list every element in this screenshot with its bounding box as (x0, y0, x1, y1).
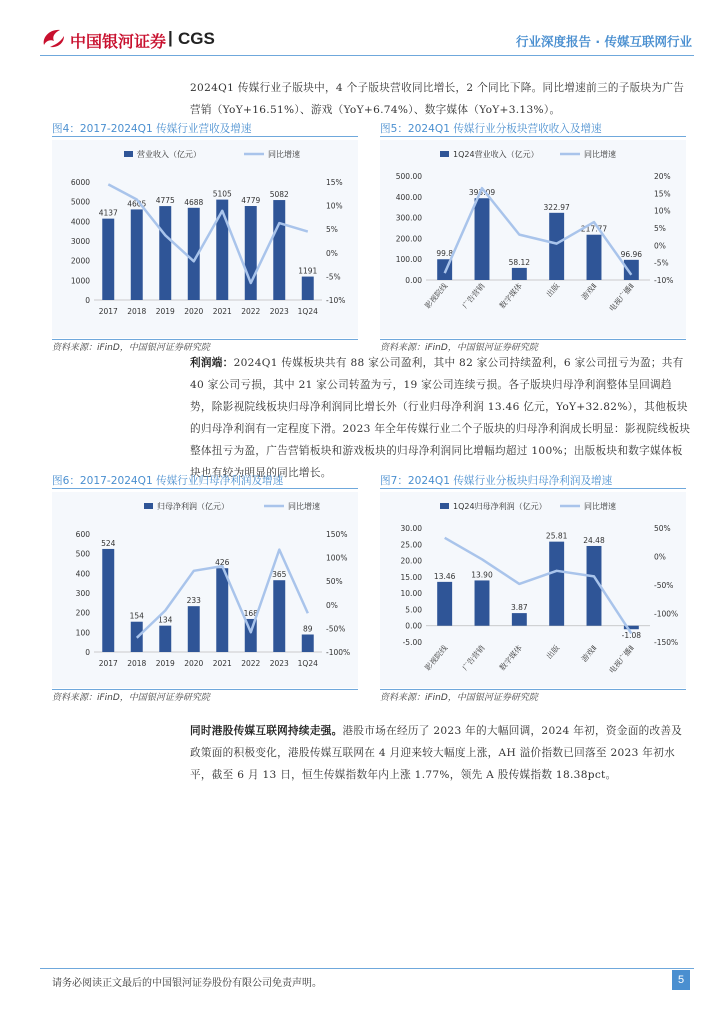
y-tick-left: 100 (75, 628, 90, 638)
x-tick-label: 2023 (269, 659, 289, 668)
legend-swatch-bar (144, 503, 153, 509)
paragraph-hk (190, 720, 692, 790)
x-tick-label: 2021 (212, 659, 232, 668)
bar-value-label: 365 (272, 570, 287, 580)
y-tick-right: -100% (326, 648, 351, 657)
logo-text: 中国银河证券 (70, 32, 167, 51)
y-tick-left: 300 (75, 589, 90, 598)
bar (216, 200, 228, 300)
bar-value-label: 4605 (127, 199, 147, 209)
figure-4 (52, 118, 358, 353)
chart-area (52, 140, 358, 338)
x-tick-label: 2019 (155, 659, 175, 668)
figure-source: 资料来源：iFinD，中国银河证券研究院 (380, 693, 538, 703)
bar-value-label: 426 (215, 558, 230, 568)
bar (624, 260, 639, 280)
figure-source: 资料来源：iFinD，中国银河证券研究院 (380, 343, 538, 353)
chart-area (52, 492, 358, 688)
bar (131, 209, 143, 300)
legend-swatch-bar (124, 151, 133, 157)
y-tick-left: 400 (75, 569, 90, 579)
bar (512, 268, 527, 280)
y-tick-right: 50% (326, 577, 343, 587)
y-tick-right: -150% (654, 638, 679, 647)
y-tick-right: -50% (654, 581, 674, 590)
bar-value-label: 99.8 (436, 249, 454, 259)
legend-label-bar: 营业收入（亿元） (137, 150, 201, 159)
bar-value-label: 13.90 (471, 570, 493, 580)
y-tick-right: 5% (654, 224, 666, 233)
bar (102, 549, 114, 652)
y-tick-left: 100.00 (395, 255, 422, 265)
legend-label-line: 同比增速 (584, 502, 616, 511)
chart-fig5 (380, 140, 686, 338)
legend-swatch-bar (440, 503, 449, 509)
y-tick-left: 600 (75, 530, 90, 539)
x-tick-label: 1Q24 (297, 307, 318, 316)
y-tick-right: 0% (326, 600, 338, 610)
x-tick-label: 出版 (544, 643, 562, 661)
x-tick-label: 2018 (127, 659, 147, 668)
y-tick-left: 0.00 (405, 276, 422, 285)
figure-title-rule (380, 136, 686, 137)
x-tick-label: 2017 (98, 307, 118, 316)
y-tick-left: 200.00 (395, 234, 422, 244)
y-tick-left: 10.00 (400, 589, 422, 599)
y-tick-left: 3000 (70, 237, 90, 246)
y-tick-left: 500.00 (395, 172, 422, 181)
y-tick-left: 1000 (70, 276, 90, 286)
figure-5 (380, 118, 686, 353)
x-tick-label: 电视广播Ⅱ (607, 281, 636, 314)
figure-title-rule (52, 488, 358, 489)
bar (273, 200, 285, 300)
x-tick-label: 2021 (212, 307, 232, 316)
bar-value-label: 96.96 (620, 249, 643, 259)
logo-icon (40, 27, 66, 49)
y-tick-left: 6000 (70, 178, 90, 187)
chart-fig7 (380, 492, 686, 688)
x-tick-label: 电视广播Ⅱ (607, 643, 636, 676)
bar (302, 634, 314, 652)
x-tick-label: 出版 (544, 281, 562, 299)
bar-value-label: 24.48 (583, 535, 605, 545)
bar (188, 606, 200, 652)
bar (587, 235, 602, 280)
report-title: 行业深度报告 · 传媒互联网行业 (516, 34, 692, 49)
bar-value-label: 217.77 (580, 224, 608, 234)
paragraph-lead: 同时港股传媒互联网持续走强。 (190, 725, 343, 737)
bar (549, 542, 564, 626)
logo-separator: | (168, 28, 173, 47)
y-tick-left: 20.00 (400, 556, 422, 566)
y-tick-left: 400.00 (395, 192, 422, 202)
legend-swatch-bar (440, 151, 449, 157)
bar-value-label: 168 (243, 608, 258, 618)
bar-value-label: 4688 (184, 197, 204, 207)
y-tick-right: -10% (326, 296, 346, 305)
x-tick-label: 2022 (241, 659, 261, 668)
y-tick-left: 30.00 (400, 524, 422, 533)
footer-disclaimer: 请务必阅读正文最后的中国银河证券股份有限公司免责声明。 (52, 978, 322, 989)
y-tick-right: 15% (654, 189, 671, 199)
bar (216, 568, 228, 652)
y-tick-right: 20% (654, 172, 671, 181)
figure-title: 图6：2017-2024Q1 传媒行业归母净利润及增速 (52, 475, 284, 487)
page-header (40, 25, 694, 55)
y-tick-left: 5000 (70, 197, 90, 207)
bar-value-label: 1191 (298, 266, 318, 276)
chart-area (380, 492, 686, 688)
x-tick-label: 2020 (184, 659, 204, 668)
bar (159, 626, 171, 652)
y-tick-left: 5.00 (405, 605, 422, 615)
figure-title: 图7：2024Q1 传媒行业分板块归母净利润及增速 (380, 475, 613, 487)
footer-rule (40, 968, 694, 969)
y-tick-right: 100% (326, 553, 348, 563)
y-tick-left: 200 (75, 608, 90, 618)
bar-value-label: 5082 (269, 190, 289, 200)
chart-area (380, 140, 686, 338)
bar-value-label: 4779 (241, 196, 261, 206)
bar-value-label: 233 (186, 596, 201, 606)
x-tick-label: 2019 (155, 307, 175, 316)
bar-value-label: 3.87 (510, 603, 528, 613)
bar-value-label: 5105 (212, 189, 232, 199)
x-tick-label: 1Q24 (297, 659, 318, 668)
bar-value-label: 58.12 (508, 257, 531, 267)
figure-title-rule (52, 136, 358, 137)
bar (102, 219, 114, 300)
y-tick-right: 0% (326, 248, 338, 258)
y-tick-right: 10% (654, 206, 671, 216)
x-tick-label: 2018 (127, 307, 147, 316)
legend-label-line: 同比增速 (268, 150, 300, 159)
y-tick-right: 5% (326, 225, 338, 235)
x-tick-label: 影视院线 (423, 281, 450, 311)
y-tick-left: 300.00 (395, 213, 422, 223)
y-tick-right: 10% (326, 201, 343, 211)
x-tick-label: 数字媒体 (497, 643, 524, 673)
y-tick-left: 0 (85, 296, 90, 305)
bar-value-label: 134 (158, 615, 173, 625)
y-tick-right: -5% (654, 258, 669, 268)
x-tick-label: 游戏Ⅱ (579, 643, 599, 664)
legend-label-line: 同比增速 (584, 150, 616, 159)
y-tick-right: -5% (326, 272, 341, 282)
bar-value-label: 89 (302, 624, 313, 634)
bar (475, 580, 490, 625)
figure-source: 资料来源：iFinD，中国银河证券研究院 (52, 693, 210, 703)
x-tick-label: 数字媒体 (497, 281, 524, 311)
chart-fig6 (52, 492, 358, 688)
figure-7 (380, 470, 686, 702)
y-tick-right: -10% (654, 276, 674, 285)
y-tick-right: 0% (654, 241, 666, 251)
y-tick-right: -50% (326, 624, 346, 634)
x-tick-label: 广告营销 (460, 643, 487, 673)
y-tick-left: 15.00 (400, 572, 422, 582)
bar-value-label: 13.46 (433, 571, 456, 581)
header-rule (40, 55, 694, 56)
bar (475, 198, 490, 280)
bar-value-label: 322.97 (543, 202, 570, 212)
figure-title-rule (380, 488, 686, 489)
y-tick-left: -5.00 (402, 638, 422, 647)
x-tick-label: 游戏Ⅱ (579, 281, 599, 302)
bar-value-label: 524 (101, 538, 116, 548)
figure-source: 资料来源：iFinD，中国银河证券研究院 (52, 343, 210, 353)
paragraph-lead: 利润端： (190, 357, 234, 369)
legend-label-bar: 1Q24归母净利润（亿元） (453, 502, 547, 511)
bar (512, 613, 527, 626)
bar (437, 582, 452, 626)
y-tick-right: 0% (654, 552, 666, 562)
figure-title: 图5：2024Q1 传媒行业分板块营收收入及增速 (380, 123, 602, 135)
y-tick-left: 500 (75, 549, 90, 559)
x-tick-label: 2022 (241, 307, 261, 316)
bar (549, 213, 564, 280)
x-tick-label: 2020 (184, 307, 204, 316)
bar-value-label: 4137 (98, 208, 118, 218)
bar (245, 206, 257, 300)
y-tick-right: 15% (326, 178, 343, 187)
bar-value-label: 393.09 (468, 188, 496, 198)
bar (302, 277, 314, 300)
legend-label-line: 同比增速 (288, 502, 320, 511)
bar (273, 580, 285, 652)
paragraph-body: 2024Q1 传媒板块共有 88 家公司盈利，其中 82 家公司持续盈利，6 家公司扭亏为盈；共有 40 家公司亏损，其中 21 家公司转盈为亏，19 家公司连续亏损。各子版块归母净利润整体呈回调趋势，除影视院线板块归母净利润同比增长外（行业归母净利润 13.46 亿元，YoY+32.82%），其他板块的归母净利润有一定程度下滑。2023 年全年传媒行业二个子版块的归母净利润成长明显：影视院线板块整体扭亏为盈，广告营销板块和游戏板块的归母净利润同比增幅均超过 100%；出版板块和数字媒体板块也有较为明显的同比增长。 (190, 357, 691, 479)
page-number: 5 (672, 970, 690, 990)
y-tick-left: 4000 (70, 217, 90, 227)
figure-6 (52, 470, 358, 702)
bar-value-label: -1.08 (621, 631, 642, 641)
y-tick-left: 2000 (70, 256, 90, 266)
y-tick-left: 0.00 (405, 621, 422, 631)
paragraph-body: 港股市场在经历了 2023 年的大幅回调，2024 年初，资金面的改善及政策面的积极变化，港股传媒互联网在 4 月迎来较大幅度上涨，AH 溢价指数已回落至 2023 年初水平，截至 6 月 13 日，恒生传媒指数年内上涨 1.77%，领先 A 股传媒指数 18.38pct。 (190, 725, 683, 781)
x-tick-label: 影视院线 (423, 643, 450, 673)
y-tick-right: 50% (654, 524, 671, 533)
paragraph-profit (190, 352, 692, 479)
bar (159, 206, 171, 300)
x-tick-label: 2017 (98, 659, 118, 668)
y-tick-right: 150% (326, 530, 348, 539)
legend-label-bar: 1Q24营业收入（亿元） (453, 150, 539, 159)
y-tick-left: 0 (85, 648, 90, 657)
logo-latin: CGS (178, 29, 215, 48)
x-tick-label: 2023 (269, 307, 289, 316)
bar-value-label: 25.81 (545, 531, 568, 541)
y-tick-right: -100% (654, 609, 679, 619)
y-tick-left: 25.00 (400, 540, 422, 550)
legend-label-bar: 归母净利润（亿元） (157, 502, 229, 511)
bar-value-label: 154 (129, 611, 144, 621)
figure-title: 图4：2017-2024Q1 传媒行业营收及增速 (52, 123, 252, 135)
chart-fig4 (52, 140, 358, 338)
paragraph-revenue: 2024Q1 传媒行业子版块中，4 个子版块营收同比增长，2 个同比下降。同比增速前三的子版块为广告营销（YoY+16.51%）、游戏（YoY+6.74%）、数字媒体（YoY+3.13%）。 (190, 82, 685, 116)
bar-value-label: 4775 (155, 196, 175, 206)
x-tick-label: 广告营销 (460, 281, 487, 311)
